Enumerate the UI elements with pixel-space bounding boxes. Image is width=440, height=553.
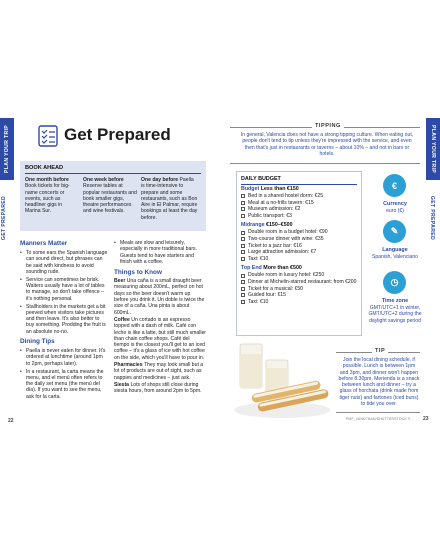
plan-your-trip-tab: [0, 118, 14, 180]
budget-section-midrange: [241, 222, 359, 262]
manners-list: [20, 250, 108, 335]
list-item: • Service can sometimes be brisk. Waiters usually have a lot of tables to manage, so don't take offence – it's nothing personal.: [20, 277, 108, 302]
horchata-photo: [232, 340, 332, 420]
budget-section-budget: [241, 186, 359, 219]
list-item: Double room in luxury hotel: €250: [241, 272, 359, 279]
book-ahead-rule: [25, 173, 201, 174]
things-para-siesta: [114, 382, 206, 395]
things-para-coffee: [114, 317, 206, 361]
middle-column: [114, 240, 206, 395]
book-ahead-col-2: [83, 177, 138, 215]
get-prepared-side-label-right: GET PREPARED: [429, 195, 436, 241]
plan-your-trip-label: PLAN YOUR TRIP: [4, 125, 11, 173]
tipping-label: TIPPING: [312, 123, 344, 129]
budget-section-head: [241, 222, 359, 229]
budget-sections: [241, 186, 359, 305]
para-text: Un cortado is an espresso topped with a dash of milk. Café con leche is like a latte, but still much smaller than chain coffee shops. Café del tiempo is the closest you'll get to an iced coffee – it's a glass of ice with hot coffee on the side, which you'll have to pour in.: [114, 316, 207, 361]
list-item: Dinner at Michelin-starred restaurant: from €200: [241, 279, 359, 286]
dining-list: [20, 348, 108, 400]
meals-list: [114, 240, 206, 265]
things-para-pharmacies: [114, 362, 206, 381]
page-title: Get Prepared: [64, 125, 171, 144]
list-item: Ticket to a jazz bar: €16: [241, 243, 359, 250]
time-zone-title: Time zone: [381, 298, 409, 304]
tipping-bottom-rule: [230, 163, 420, 164]
language-value: Spanish, Valenciano: [371, 254, 419, 260]
list-item: Taxi: €10: [241, 256, 359, 263]
daily-budget-heading: DAILY BUDGET: [241, 176, 281, 182]
language-icon: ✎: [383, 220, 406, 243]
daily-budget-rule: [241, 184, 357, 185]
left-column: [20, 240, 108, 402]
daily-budget-box: [236, 171, 362, 336]
list-item: Double room in a budget hotel: €90: [241, 229, 359, 236]
list-item: Public transport: €3: [241, 213, 359, 220]
list-item: Large attraction admission: €7: [241, 249, 359, 256]
plan-your-trip-label-right: PLAN YOUR TRIP: [430, 125, 437, 173]
tip-bottom-rule: [336, 412, 420, 413]
list-item: Meal at a no-frills tavern: €15: [241, 200, 359, 207]
time-zone-value: GMT/UTC+1 in winter, GMT/UTC+2 during the daylight savings period: [368, 305, 422, 324]
para-text: They may look small but a lot of products are out of sight, such as nappies and medicines – just ask.: [114, 362, 204, 381]
list-item: • To some ears the Spanish language can sound direct, but phrases can be said with kindness to avoid sounding rude.: [20, 250, 108, 275]
book-ahead-col-3-text: is time-intensive to prepare and some restaurants, such as Bon Aire in El Palmar, require bookings at least the day before.: [141, 183, 198, 221]
list-item: • Stallholders in the markets get a bit peeved when visitors take pictures and then leave. It's also better to buy something. Prodding the fruit is an absolute no-no.: [20, 304, 108, 335]
list-item: • Meals are slow and leisurely, especially in more traditional bars. Guests tend to have starters and finish with a coffee.: [114, 240, 206, 265]
left-page-number: 22: [8, 418, 14, 424]
things-to-know-heading: Things to Know: [114, 269, 162, 277]
budget-section-top-end: [241, 265, 359, 305]
tip-text: Join the local dining schedule, if possible. Lunch is between 1pm and 3pm, and dinner won't happen before 8.30pm. Merienda is a snack between lunch and dinner – try a glass of horchata (drink made from tiger nuts) and fartones (iced buns) to tide you over.: [338, 357, 420, 408]
book-ahead-heading: BOOK AHEAD: [25, 165, 64, 171]
list-item: Bed in a shared hostel dorm: €25: [241, 193, 359, 200]
book-ahead-col-1-head: One month before: [25, 177, 69, 183]
book-ahead-box: [20, 161, 206, 231]
budget-level-range: More than €500: [263, 265, 302, 272]
tip-label: TIP: [372, 348, 388, 354]
tipping-text: In general, Valencia does not have a strong tipping culture. When eating out, people don't tend to tip unless they're impressed with the service, and even then that's just in restaurants or taverns – about 10% – and not in bars or hotels.: [240, 132, 414, 157]
manners-heading: Manners Matter: [20, 240, 68, 247]
checklist-icon: [38, 125, 58, 147]
book-ahead-col-3-head-rest: Paella: [179, 177, 194, 183]
book-ahead-col-3-head: One day before: [141, 177, 179, 183]
budget-section-head: [241, 265, 359, 272]
plan-your-trip-tab-right: [426, 118, 440, 180]
budget-level-name: Budget: [241, 186, 260, 192]
book-ahead-col-1-text: Book tickets for big-name concerts or events, such as headliner gigs in Marina Sur.: [25, 183, 70, 215]
budget-level-range: Less than €150: [260, 186, 299, 192]
para-lead: Beer: [114, 278, 126, 285]
currency-title: Currency: [383, 201, 407, 207]
right-page-number: 23: [423, 416, 429, 422]
currency-icon: €: [383, 174, 406, 197]
list-item: • In a restaurant, la carta means the menu, and el menú often refers to the daily set menu (the menú del día). If you want to see the menu, ask for la carta.: [20, 369, 108, 400]
para-lead: Siesta: [114, 381, 130, 388]
list-item: Two-course dinner with wine: €35: [241, 236, 359, 243]
language-title: Language: [382, 247, 408, 253]
info-panel: [364, 168, 426, 340]
list-item: Guided tour: €15: [241, 292, 359, 299]
book-ahead-col-2-head: One week before: [83, 177, 124, 183]
budget-level-name: Top End: [241, 265, 262, 272]
list-item: Museum admission: €2: [241, 206, 359, 213]
get-prepared-side-label: GET PREPARED: [1, 195, 8, 241]
budget-section-head: [241, 186, 359, 193]
book-ahead-col-3: [141, 177, 201, 221]
list-item: • Paella is never eaten for dinner. It's ordered at lunchtime (around 1pm to 2pm, perhaps later).: [20, 348, 108, 367]
para-lead: Coffee: [114, 316, 130, 323]
photo-credit: PMF_VAND7NAN/SHUTTERSTOCK ©: [346, 417, 411, 421]
currency-value: euro (€): [386, 208, 404, 214]
book-ahead-col-2-text: Reserve tables at popular restaurants and book smaller gigs, theatre performances and wine festivals.: [83, 183, 137, 215]
dining-heading: Dining Tips: [20, 338, 55, 346]
para-text: Lots of shops still close during siesta hours, from around 2pm to 5pm.: [114, 381, 202, 395]
clock-icon: ◷: [383, 271, 406, 294]
book-ahead-col-1: [25, 177, 78, 215]
things-para-beer: [114, 278, 206, 316]
budget-level-name: Midrange: [241, 222, 265, 229]
para-lead: Pharmacies: [114, 362, 143, 369]
budget-level-range: €150–€500: [266, 222, 293, 229]
list-item: Taxi: €10: [241, 299, 359, 306]
list-item: Ticket for a musical: €50: [241, 286, 359, 293]
para-text: Una caña is a small draught beer measuring about 200mL, perfect on hot days so the beer doesn't warm up before you drink it. Un doble is twice the size of a caña. Una pinta is about 600mL.: [114, 278, 205, 316]
